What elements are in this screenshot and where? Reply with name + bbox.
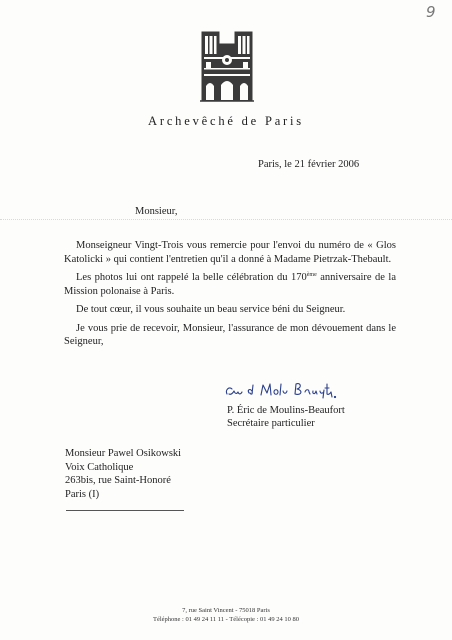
handwritten-signature <box>225 380 355 402</box>
page-number: 9 <box>426 3 436 21</box>
recipient-street: 263bis, rue Saint-Honoré <box>65 475 171 486</box>
signatory-title: Secrétaire particulier <box>227 418 315 429</box>
paragraph-photos-end: anniversaire de la Mission polonaise à Paris. <box>64 272 397 297</box>
recipient-city: Paris (I) <box>65 488 100 500</box>
paragraph-closing: Je vous prie de recevoir, Monsieur, l'assurance de mon dévouement dans le Seigneur, <box>64 322 396 347</box>
signatory-name: P. Éric de Moulins-Beaufort <box>227 405 345 416</box>
letter-body <box>64 239 396 349</box>
signatory-block <box>227 404 345 430</box>
letter-date: Paris, le 21 février 2006 <box>258 159 360 170</box>
paragraph-photos-start: Les photos lui ont rappelé la belle célébration du 170 <box>76 272 307 283</box>
footer-phone: Téléphone : 01 49 24 11 11 - Télécopie : 01 49 24 10 80 <box>153 615 299 623</box>
cathedral-facade-icon <box>198 26 256 102</box>
recipient-name: Monsieur Pawel Osikowski <box>65 448 182 459</box>
organization-name: Archevêché de Paris <box>148 114 304 128</box>
address-underline <box>66 510 184 511</box>
recipient-organization: Voix Catholique <box>65 461 134 473</box>
ordinal-suffix: ème <box>306 272 317 278</box>
recipient-address <box>65 447 181 501</box>
fold-line <box>0 219 452 220</box>
paragraph-thanks: Monseigneur Vingt-Trois vous remercie pour l'envoi du numéro de « Glos Katolicki » qui contient l'entretien qu'il a donné à Madame Pietrzak-Thebault. <box>64 240 396 265</box>
footer-address: 7, rue Saint Vincent - 75018 Paris <box>182 607 270 614</box>
paragraph-photos <box>64 271 396 298</box>
letterhead-footer <box>0 607 452 624</box>
salutation: Monsieur, <box>135 206 178 217</box>
paragraph-blessing: De tout cœur, il vous souhaite un beau service béni du Seigneur. <box>76 304 346 315</box>
